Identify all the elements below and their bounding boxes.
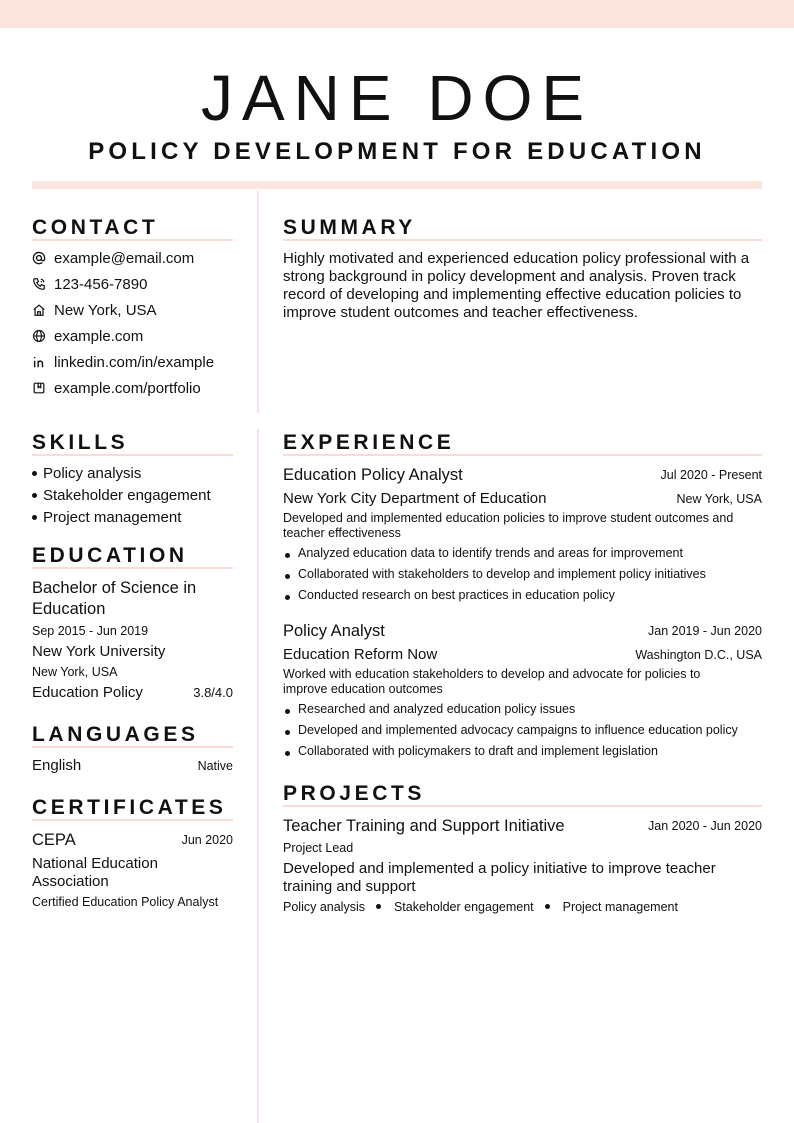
phone-icon: [32, 277, 46, 291]
portfolio-icon: [32, 381, 46, 395]
bullet-icon: [32, 515, 37, 520]
bullet-icon: [285, 574, 290, 579]
project-tag: Policy analysis: [283, 900, 365, 914]
degree-line: Education: [32, 600, 106, 618]
skill-item: [32, 487, 211, 505]
projects-rule: [283, 805, 762, 807]
contact-phone-text: 123-456-7890: [54, 275, 148, 293]
job-bullet-text: Collaborated with stakeholders to develop and implement policy initiatives: [298, 567, 706, 581]
at-icon: [32, 251, 46, 265]
contact-location: [32, 300, 157, 320]
top-accent-band: [0, 0, 794, 28]
job-bullet: [285, 587, 615, 603]
job-bullet-text: Collaborated with policymakers to draft and implement legislation: [298, 744, 658, 758]
skills-heading: SKILLS: [32, 431, 129, 454]
contact-linkedin[interactable]: [32, 352, 214, 372]
projects-heading: PROJECTS: [283, 782, 425, 805]
education-field: Education Policy: [32, 684, 143, 701]
project-tags: [283, 899, 678, 915]
job-role: Education Policy Analyst: [283, 466, 463, 484]
column-divider-top: [257, 191, 259, 413]
job-location: Washington D.C., USA: [635, 648, 762, 662]
bullet-icon: [285, 595, 290, 600]
skill-label: Policy analysis: [43, 465, 142, 482]
skill-label: Project management: [43, 509, 182, 526]
contact-linkedin-text: linkedin.com/in/example: [54, 353, 215, 371]
education-gpa: 3.8/4.0: [193, 685, 233, 700]
certificates-rule: [32, 819, 233, 821]
language-name: English: [32, 757, 82, 774]
job-bullet-text: Developed and implemented advocacy campaigns to influence education policy: [298, 723, 738, 737]
candidate-title: POLICY DEVELOPMENT FOR EDUCATION: [88, 138, 706, 165]
job-role: Policy Analyst: [283, 622, 385, 640]
education-dates: Sep 2015 - Jun 2019: [32, 624, 149, 638]
summary-line: strong background in policy development and analysis. Proven track: [283, 268, 736, 285]
certificate-name: CEPA: [32, 831, 76, 849]
education-rule: [32, 567, 233, 569]
job-description: teacher effectiveness: [283, 526, 401, 540]
project-name: Teacher Training and Support Initiative: [283, 817, 565, 835]
languages-heading: LANGUAGES: [32, 723, 199, 746]
contact-rule: [32, 239, 233, 241]
job-company: Education Reform Now: [283, 646, 438, 663]
certificate-issuer: National Education: [32, 855, 158, 872]
job-description: Worked with education stakeholders to develop and advocate for policies to: [283, 667, 701, 681]
project-role: Project Lead: [283, 841, 354, 855]
language-level: Native: [197, 759, 233, 773]
degree-line: Bachelor of Science in: [32, 579, 197, 597]
separator-dot-icon: [376, 904, 381, 909]
bullet-icon: [285, 709, 290, 714]
bullet-icon: [285, 730, 290, 735]
skill-label: Stakeholder engagement: [43, 487, 211, 504]
contact-website[interactable]: [32, 326, 143, 346]
certificates-heading: CERTIFICATES: [32, 796, 227, 819]
contact-portfolio-text: example.com/portfolio: [54, 379, 201, 397]
contact-email[interactable]: [32, 248, 194, 268]
project-description: Developed and implemented a policy initiative to improve teacher: [283, 860, 716, 877]
header-divider: [32, 181, 762, 189]
job-dates: Jan 2019 - Jun 2020: [648, 624, 762, 638]
job-bullet: [285, 743, 658, 759]
job-dates: Jul 2020 - Present: [660, 468, 762, 482]
languages-rule: [32, 746, 233, 748]
separator-dot-icon: [545, 904, 550, 909]
certificate-issuer: Association: [32, 873, 109, 890]
bullet-icon: [32, 471, 37, 476]
skill-item: [32, 509, 181, 527]
job-bullet-text: Researched and analyzed education policy issues: [298, 702, 576, 716]
experience-heading: EXPERIENCE: [283, 431, 455, 454]
contact-website-text: example.com: [54, 327, 144, 345]
contact-email-text: example@email.com: [54, 249, 195, 267]
contact-portfolio[interactable]: [32, 378, 201, 398]
school-location: New York, USA: [32, 665, 118, 679]
bullet-icon: [285, 553, 290, 558]
home-icon: [32, 303, 46, 317]
education-heading: EDUCATION: [32, 544, 188, 567]
summary-line: improve student outcomes and teacher effectiveness.: [283, 304, 638, 321]
experience-rule: [283, 454, 762, 456]
job-bullet: [285, 722, 738, 738]
summary-rule: [283, 239, 762, 241]
contact-location-text: New York, USA: [54, 301, 157, 319]
linkedin-icon: [32, 355, 46, 369]
certificate-description: Certified Education Policy Analyst: [32, 895, 219, 909]
bullet-icon: [32, 493, 37, 498]
summary-heading: SUMMARY: [283, 216, 416, 239]
skill-item: [32, 465, 141, 483]
summary-line: record of developing and implementing effective education policies to: [283, 286, 742, 303]
job-location: New York, USA: [676, 492, 762, 506]
skills-rule: [32, 454, 233, 456]
project-tag: Project management: [562, 900, 678, 914]
candidate-name: JANE DOE: [200, 62, 594, 134]
certificate-date: Jun 2020: [181, 833, 233, 847]
school-name: New York University: [32, 643, 166, 660]
project-description: training and support: [283, 878, 416, 895]
contact-heading: CONTACT: [32, 216, 159, 239]
job-bullet-text: Conducted research on best practices in education policy: [298, 588, 615, 602]
job-bullet: [285, 545, 683, 561]
bullet-icon: [285, 751, 290, 756]
summary-line: Highly motivated and experienced education policy professional with a: [283, 250, 750, 267]
job-bullet: [285, 701, 575, 717]
project-dates: Jan 2020 - Jun 2020: [648, 819, 762, 833]
globe-icon: [32, 329, 46, 343]
job-description: improve education outcomes: [283, 682, 443, 696]
column-divider-bottom: [257, 429, 259, 1123]
contact-phone[interactable]: [32, 274, 147, 294]
job-bullet-text: Analyzed education data to identify trends and areas for improvement: [298, 546, 683, 560]
job-company: New York City Department of Education: [283, 490, 547, 507]
job-bullet: [285, 566, 706, 582]
project-tag: Stakeholder engagement: [393, 900, 534, 914]
job-description: Developed and implemented education policies to improve student outcomes and: [283, 511, 734, 525]
